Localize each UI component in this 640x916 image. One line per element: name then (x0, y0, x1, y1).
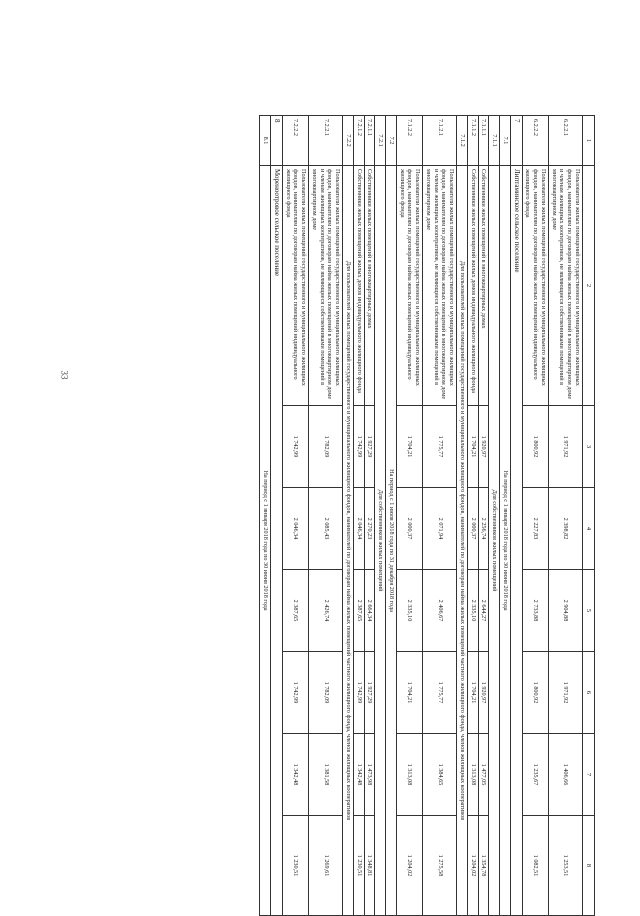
row-code: 7.2.1.1 (364, 116, 375, 166)
value-cell: 1 342,48 (283, 734, 309, 816)
value-cell: 1 704,21 (468, 406, 479, 488)
value-cell: 1 800,92 (522, 652, 548, 734)
value-cell: 1 253,51 (549, 816, 583, 916)
value-cell: 2 664,34 (364, 570, 375, 652)
row-name: Пользователи жилых помещений государственного и муниципального жилищных фондов, нанимателям по договорам найма жилых помещений в многоквартирном доме и членам жилищных кооперативов, не являющиеся собственниками помещений в многоквартирном доме (309, 166, 343, 406)
value-cell: 1 269,61 (309, 816, 343, 916)
value-cell: 1 800,92 (522, 406, 548, 488)
value-cell: 2 904,88 (549, 570, 583, 652)
header-cell: 5 (583, 570, 595, 652)
header-cell: 7 (583, 734, 595, 816)
row-code: 7.1.1 (489, 116, 500, 166)
value-cell: 1 775,77 (423, 406, 457, 488)
row-code: 6.2.2.2 (522, 116, 548, 166)
value-cell: 1 742,99 (354, 406, 365, 488)
value-cell: 2 335,10 (397, 570, 423, 652)
row-code: 8 (271, 116, 283, 166)
value-cell: 1 230,51 (283, 816, 309, 916)
row-code: 7.1.2 (457, 116, 468, 166)
table-body (260, 116, 583, 916)
row-code: 7.2 (386, 116, 397, 166)
row-name: Собственники жилых помещений в многоквартирных домах (364, 166, 375, 406)
row-code: 7.1.1.1 (478, 116, 489, 166)
row-code: 7.2.1 (375, 116, 386, 166)
row-code: 7.1.2.2 (397, 116, 423, 166)
value-cell: 1 313,08 (397, 734, 423, 816)
row-name: Пользователи жилых помещений государственного и муниципального жилищных фондов, нанимателям по договорам найма жилых помещений индивидуального жилищного фонда (283, 166, 309, 406)
value-cell: 1 082,51 (522, 816, 548, 916)
header-cell: 4 (583, 488, 595, 570)
table-row (478, 116, 489, 916)
value-cell: 1 406,66 (549, 734, 583, 816)
header-cell: 6 (583, 652, 595, 734)
value-cell: 2 046,34 (354, 488, 365, 570)
row-code: 7.2.2 (343, 116, 354, 166)
value-cell: 1 704,21 (397, 406, 423, 488)
value-cell: 1 384,65 (423, 734, 457, 816)
value-cell: 1 704,21 (468, 652, 479, 734)
period-band-row (500, 116, 511, 916)
period-band-row (343, 116, 354, 916)
period-band-row (457, 116, 468, 916)
value-cell: 1 920,97 (478, 406, 489, 488)
value-cell: 2 406,67 (423, 570, 457, 652)
row-code: 6.2.2.1 (549, 116, 583, 166)
value-cell: 1 235,67 (522, 734, 548, 816)
value-cell: 1 927,29 (364, 406, 375, 488)
value-cell: 2 270,23 (364, 488, 375, 570)
row-name: Пользователи жилых помещений государственного и муниципального жилищных фондов, нанимателям по договорам найма жилых помещений в многоквартирном доме и членам жилищных кооперативов, не являющиеся собственниками помещений в многоквартирном доме (549, 166, 583, 406)
row-code: 7.2.2.1 (309, 116, 343, 166)
value-cell: 1 348,81 (364, 816, 375, 916)
row-code: 7.2.1.2 (354, 116, 365, 166)
section-row (271, 116, 283, 916)
value-cell: 2 387,65 (354, 570, 365, 652)
value-cell: 1 354,78 (478, 816, 489, 916)
value-cell: 2 000,37 (468, 488, 479, 570)
value-cell: 2 398,82 (549, 488, 583, 570)
header-cell: 1 (583, 116, 595, 166)
section-title: Мореноотровое сельское поселение (271, 166, 283, 916)
value-cell: 2 000,37 (397, 488, 423, 570)
value-cell: 2 085,43 (309, 488, 343, 570)
table-row (283, 116, 309, 916)
band-text: Для собственников жилых помещений (375, 166, 386, 916)
value-cell: 1 477,05 (478, 734, 489, 816)
band-text: Для собственников жилых помещений (489, 166, 500, 916)
value-cell: 1 381,58 (309, 734, 343, 816)
row-name: Пользователи жилых помещений государственного и муниципального жилищных фондов, нанимателям по договорам найма жилых помещений индивидуального жилищного фонда (397, 166, 423, 406)
row-code: 8.1 (260, 116, 271, 166)
header-row (583, 116, 595, 916)
row-code: 7.2.2.2 (283, 116, 309, 166)
period-band-row (386, 116, 397, 916)
header-cell: 2 (583, 166, 595, 406)
row-name: Собственники жилых помещений жилых домов индивидуального жилищного фонда (468, 166, 479, 406)
tariff-table (260, 115, 596, 916)
table-row (354, 116, 365, 916)
value-cell: 1 742,99 (283, 406, 309, 488)
value-cell: 1 782,09 (309, 406, 343, 488)
value-cell: 1 971,92 (549, 406, 583, 488)
table-row (309, 116, 343, 916)
section-title: Липтаминское сельское поселение (511, 166, 523, 916)
band-text: На период с 1 июля 2018 года по 31 декабря 2018 года (386, 166, 397, 916)
period-band-row (260, 116, 271, 916)
value-cell: 2 426,74 (309, 570, 343, 652)
value-cell: 2 733,88 (522, 570, 548, 652)
row-name: Пользователи жилых помещений государственного и муниципального жилищных фондов, нанимателям по договорам найма жилых помещений в многоквартирном доме и членам жилищных кооперативов, не являющиеся собственниками помещений в многоквартирном доме (423, 166, 457, 406)
table-row (364, 116, 375, 916)
table-row (397, 116, 423, 916)
table-row (468, 116, 479, 916)
value-cell: 1 971,92 (549, 652, 583, 734)
table-row (549, 116, 583, 916)
row-name: Собственники жилых помещений в многоквартирных домах (478, 166, 489, 406)
band-text: Для пользователей жилых помещений государственного и муниципального жилищного фондов, нанимателей по договорам найма жилых помещений частного жилищного фонда, членов жилищных кооперативов (457, 166, 468, 916)
value-cell: 1 927,29 (364, 652, 375, 734)
row-name: Пользователи жилых помещений государственного и муниципального жилищных фондов, нанимателям по договорам найма жилых помещений индивидуального жилищного фонда (522, 166, 548, 406)
value-cell: 2 335,10 (468, 570, 479, 652)
value-cell: 1 782,09 (309, 652, 343, 734)
value-cell: 1 775,77 (423, 652, 457, 734)
value-cell: 2 071,94 (423, 488, 457, 570)
value-cell: 2 387,65 (283, 570, 309, 652)
value-cell: 1 704,21 (397, 652, 423, 734)
value-cell: 1 920,97 (478, 652, 489, 734)
row-code: 7.1.1.2 (468, 116, 479, 166)
row-code: 7.1.2.1 (423, 116, 457, 166)
section-row (511, 116, 523, 916)
value-cell: 1 313,08 (468, 734, 479, 816)
value-cell: 1 204,02 (468, 816, 479, 916)
table-row (423, 116, 457, 916)
period-band-row (375, 116, 386, 916)
row-code: 7 (511, 116, 523, 166)
value-cell: 2 256,74 (478, 488, 489, 570)
row-name: Собственники жилых помещений жилых домов индивидуального жилищного фонда (354, 166, 365, 406)
value-cell: 1 473,98 (364, 734, 375, 816)
value-cell: 1 275,58 (423, 816, 457, 916)
value-cell: 1 742,99 (354, 652, 365, 734)
tariff-table-container (260, 115, 596, 915)
value-cell: 1 230,51 (354, 816, 365, 916)
band-text: На период с 1 января 2018 года по 30 июня 2018 года (500, 166, 511, 916)
header-cell: 3 (583, 406, 595, 488)
header-cell: 8 (583, 816, 595, 916)
value-cell: 2 227,83 (522, 488, 548, 570)
period-band-row (489, 116, 500, 916)
page-number: 33 (59, 370, 70, 380)
value-cell: 1 342,48 (354, 734, 365, 816)
row-code: 7.1 (500, 116, 511, 166)
value-cell: 1 742,99 (283, 652, 309, 734)
value-cell: 2 644,27 (478, 570, 489, 652)
value-cell: 2 046,34 (283, 488, 309, 570)
value-cell: 1 204,02 (397, 816, 423, 916)
band-text: На период с 1 января 2018 года по 30 июня 2018 года (260, 166, 271, 916)
table-row (522, 116, 548, 916)
band-text: Для пользователей жилых помещений государственного и муниципального жилищного фондов, нанимателей по договорам найма жилых помещений частного жилищного фонда, членов жилищных кооперативов (343, 166, 354, 916)
